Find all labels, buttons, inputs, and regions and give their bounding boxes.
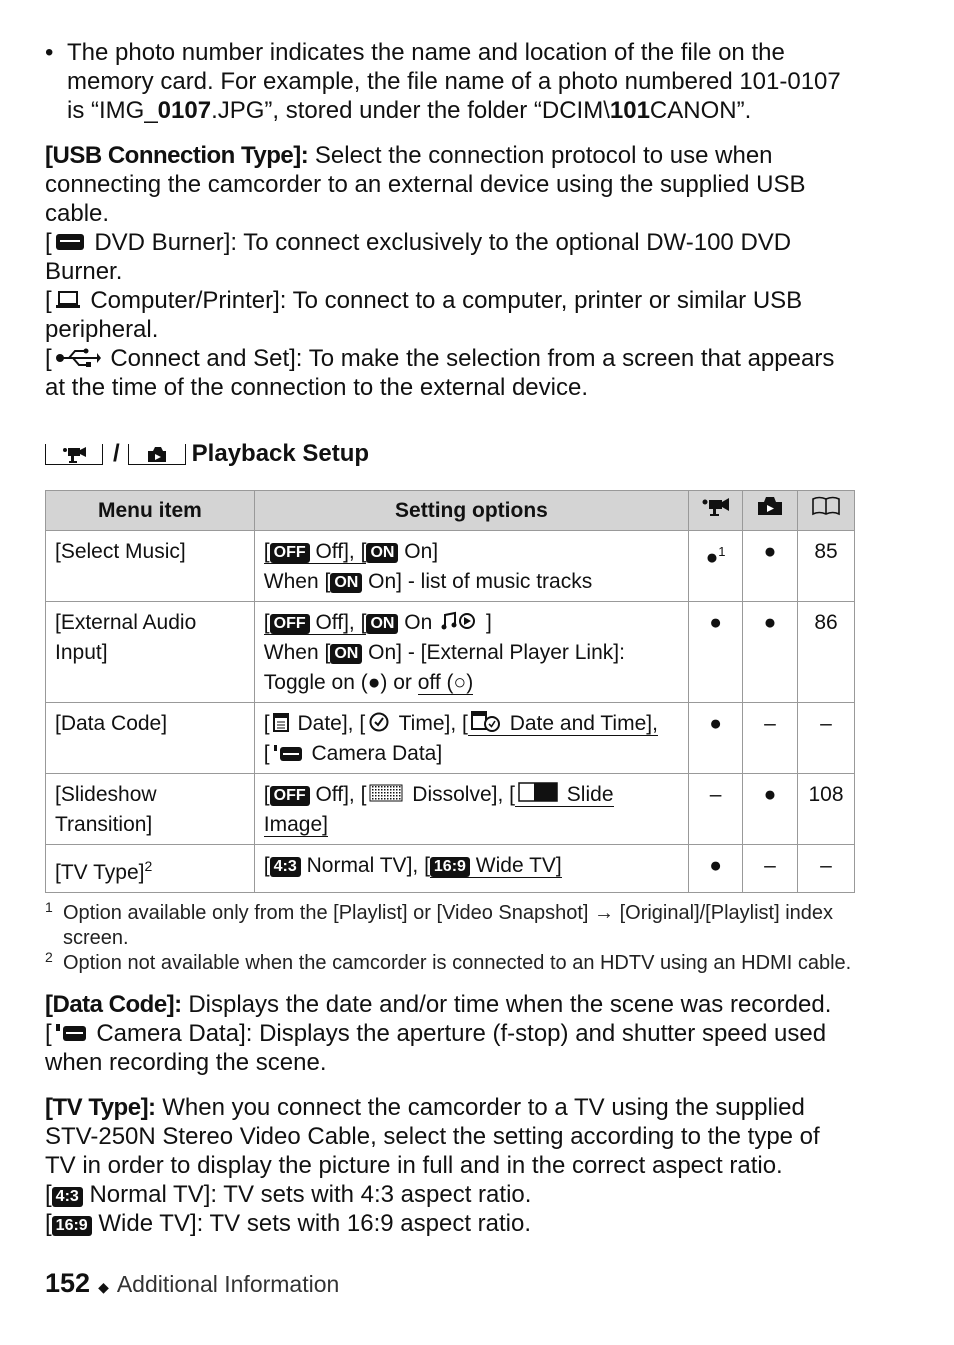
header-movie-icon (689, 491, 743, 531)
bullet-dot: • (45, 39, 54, 66)
page-footer (45, 1268, 339, 1299)
footer-separator: ◆ (98, 1279, 109, 1295)
aspect-16-9-icon: 16:9 (52, 1216, 92, 1236)
footnote-1: 1 Option available only from the [Playlist] or [Video Snapshot] → [Original]/[Playlist] index screen. (45, 899, 834, 949)
photo-mode-cell: – (743, 703, 798, 774)
menu-item-cell: [TV Type]$^2$ (46, 845, 255, 893)
photo-mode-icon (128, 444, 186, 465)
usb-option-computer: [ Computer/Printer]: To connect to a computer, printer or similar USB peripheral. (45, 287, 803, 343)
movie-mode-cell: ● (689, 703, 743, 774)
setting-options-cell: [ 4:3 Normal TV], [ 16:9 Wide TV] (254, 845, 688, 893)
playback-setup-table (45, 490, 855, 893)
tv-type-option-wide: [ 16:9 Wide TV]: TV sets with 16:9 aspect ratio. (45, 1210, 532, 1237)
usb-icon (55, 348, 101, 368)
date-time-icon (471, 710, 501, 732)
menu-item-cell: [Select Music] (46, 531, 255, 602)
off-icon: OFF (270, 543, 310, 563)
header-setting-options: Setting options (254, 491, 688, 531)
dvd-burner-icon (55, 232, 85, 252)
on-icon: ON (330, 644, 362, 664)
usb-option-connect-set: [ Connect and Set]: To make the selection from a screen that appears at the time of the connection to the external device. (45, 345, 835, 401)
footer-section: Additional Information (116, 1271, 340, 1297)
setting-options-cell: [ OFF Off], [ Dissolve], [ Slide Image] (254, 774, 688, 845)
table-row (46, 774, 855, 845)
aspect-16-9-icon: 16:9 (430, 857, 470, 877)
on-icon: ON (330, 573, 362, 593)
music-link-icon (441, 611, 477, 631)
on-icon: ON (366, 543, 398, 563)
photo-mode-cell: ● (743, 602, 798, 703)
page-ref-cell: 86 (798, 602, 855, 703)
data-code-paragraph: [Data Code]: Displays the date and/or time when the scene was recorded. (45, 991, 832, 1018)
page-ref-cell: – (798, 845, 855, 893)
calendar-icon (273, 712, 289, 732)
header-menu-item: Menu item (46, 491, 255, 531)
tv-type-option-normal: [ 4:3 Normal TV]: TV sets with 4:3 aspect ratio. (45, 1181, 532, 1208)
photo-number-note: • The photo number indicates the name and location of the file on the memory card. For example, the file name of a photo numbered 101-0107 is “IMG_0107.JPG”, stored under the folder “DCIM\101CANON”. (45, 39, 841, 124)
header-photo-icon (743, 491, 798, 531)
dissolve-icon (369, 783, 403, 803)
table-header-row (46, 491, 855, 531)
setting-options-cell: [ OFF Off], [ ON On] When [ ON On] - list of music tracks (254, 531, 688, 602)
setting-options-cell: [ OFF Off], [ ON On ] When [ ON On] - [External Player Link]: Toggle on (●) or off (○) (254, 602, 688, 703)
on-icon: ON (366, 614, 398, 634)
footnote-2: 2 Option not available when the camcorder is connected to an HDTV using an HDMI cable. (45, 949, 852, 974)
usb-option-dvd: [ DVD Burner]: To connect exclusively to the optional DW-100 DVD Burner. (45, 229, 792, 285)
photo-mode-cell: ● (743, 531, 798, 602)
table-row (46, 531, 855, 602)
usb-connection-paragraph: [USB Connection Type]: Select the connection protocol to use when connecting the camcorder to an external device using the supplied USB cable. (45, 142, 806, 227)
table-row (46, 703, 855, 774)
movie-mode-cell: – (689, 774, 743, 845)
manual-page (45, 38, 855, 1238)
camera-data-icon (273, 744, 303, 762)
tv-type-term: [TV Type]: (45, 1094, 156, 1121)
page-ref-cell: 108 (798, 774, 855, 845)
clock-icon (368, 712, 390, 732)
header-book-icon (798, 491, 855, 531)
camera-data-icon (55, 1023, 87, 1043)
table-row (46, 845, 855, 893)
photo-mode-cell: – (743, 845, 798, 893)
menu-item-cell: [Data Code] (46, 703, 255, 774)
movie-mode-cell: ● (689, 602, 743, 703)
menu-item-cell: [Slideshow Transition] (46, 774, 255, 845)
off-icon: OFF (270, 614, 310, 634)
setting-options-cell: [ Date], [ Time], [ Date and Time], [ Camera Data] (254, 703, 688, 774)
playback-setup-heading: / Playback Setup (45, 438, 855, 470)
page-ref-cell: 85 (798, 531, 855, 602)
menu-item-cell: [External Audio Input] (46, 602, 255, 703)
aspect-4-3-icon: 4:3 (52, 1187, 83, 1207)
movie-mode-cell: ●$^1$ (689, 531, 743, 602)
table-row (46, 602, 855, 703)
page-ref-cell: – (798, 703, 855, 774)
aspect-4-3-icon: 4:3 (270, 857, 301, 877)
data-code-option: [ Camera Data]: Displays the aperture (f-stop) and shutter speed used when recording the scene. (45, 1020, 827, 1076)
page-number: 152 (45, 1268, 91, 1298)
filled-circle: ● (367, 671, 381, 694)
movie-mode-cell: ● (689, 845, 743, 893)
tv-type-paragraph: [TV Type]: When you connect the camcorder to a TV using the supplied STV-250N Stereo Video Cable, select the setting according to the type of TV in order to display the picture in full and in the correct aspect ratio. (45, 1094, 820, 1179)
computer-printer-icon (55, 290, 81, 310)
photo-mode-cell: ● (743, 774, 798, 845)
slide-image-icon (518, 781, 558, 803)
section-title: Playback Setup (191, 440, 370, 467)
movie-mode-icon (45, 444, 103, 465)
usb-term: [USB Connection Type]: (45, 142, 309, 169)
data-code-term: [Data Code]: (45, 991, 182, 1018)
off-icon: OFF (270, 786, 310, 806)
